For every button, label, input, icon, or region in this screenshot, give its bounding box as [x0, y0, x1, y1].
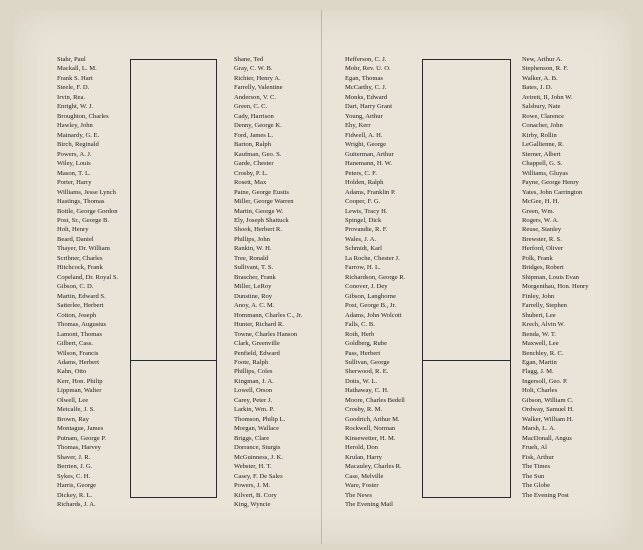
name-entry: Hitchcock, Frank	[57, 264, 103, 272]
name-entry: La Roche, Chester J.	[345, 254, 400, 262]
name-entry: Thayer, Dr. William	[57, 245, 110, 253]
name-entry: Walker, A. B.	[522, 74, 558, 82]
name-entry: Anoy, A. C. M.	[234, 302, 275, 310]
name-entry: Ingersoll, Geo. P.	[522, 377, 568, 385]
name-entry: Crosby, P. L.	[234, 169, 268, 177]
name-entry: Penfield, Edward	[234, 349, 280, 357]
name-entry: Richter, Henry A.	[234, 74, 281, 82]
name-entry: Carey, Peter J.	[234, 396, 273, 404]
name-entry: Satterlee, Herbert	[57, 302, 104, 310]
name-entry: Brascher, Frank	[234, 273, 276, 281]
name-entry: Scribner, Charles	[57, 254, 103, 262]
name-entry: Kingman, J. A.	[234, 377, 274, 385]
name-entry: Sherwood, R. E.	[345, 368, 389, 376]
name-entry: The Sun	[522, 472, 545, 480]
name-entry: Shook, Herbert R.	[234, 226, 282, 234]
name-entry: Frank S. Hart	[57, 74, 93, 82]
name-entry: Benchley, R. C.	[522, 349, 564, 357]
name-entry: Rogers, W. A.	[522, 216, 559, 224]
name-entry: Gray, C. W. B.	[234, 65, 273, 73]
name-entry: Beard, Daniel	[57, 235, 94, 243]
empty-frame-right	[422, 59, 511, 498]
name-entry: Berrien, J. G.	[57, 463, 93, 471]
name-entry: Holt, Charles	[522, 387, 558, 395]
name-entry: Denny, George K.	[234, 122, 282, 130]
name-entry: Lewis, Tracy H.	[345, 207, 388, 215]
name-entry: McCarthy, C. J.	[345, 84, 387, 92]
name-entry: Krulan, Harry	[345, 453, 382, 461]
name-entry: Enright, W. J.	[57, 103, 94, 111]
name-entry: Macauley, Charles R.	[345, 463, 402, 471]
name-entry: Walker, William H.	[522, 415, 574, 423]
name-entry: Williams, Jesse Lynch	[57, 188, 116, 196]
name-entry: Phillips, Coles	[234, 368, 273, 376]
name-entry: Wiley, Louis	[57, 160, 91, 168]
name-entry: Powers, J. M.	[234, 482, 271, 490]
name-entry: Kinsewetter, H. M.	[345, 434, 396, 442]
name-entry: Marsh, L. A.	[522, 425, 556, 433]
name-entry: Brown, Ray	[57, 415, 89, 423]
name-entry: Provandie, R. F.	[345, 226, 388, 234]
name-entry: Shubert, Lee	[522, 311, 556, 319]
name-entry: Young, Arthur	[345, 112, 383, 120]
name-entry: Post, Sr., George B.	[57, 216, 110, 224]
name-entry: Kahn, Otto	[57, 368, 87, 376]
name-entry: Stahr, Paul	[57, 56, 86, 63]
page-fold	[321, 10, 322, 544]
name-entry: Irvin, Rea.	[57, 93, 86, 101]
name-column-2	[234, 55, 302, 510]
name-entry: Rowe, Clarence	[522, 112, 565, 120]
name-entry: Herford, Oliver	[522, 245, 564, 253]
name-entry: Cotton, Joseph	[57, 311, 97, 319]
name-entry: Schmidt, Karl	[345, 245, 382, 253]
frame-rule-right	[422, 360, 511, 361]
name-entry: Ehy, Kerr	[345, 122, 371, 130]
name-entry: Kerr, Hon. Philip	[57, 377, 103, 385]
name-entry: Morgenthau, Hon. Henry	[522, 283, 589, 291]
name-entry: The Times	[522, 463, 551, 471]
name-entry: Gibson, Langhorne	[345, 292, 396, 300]
name-entry: Mainardy, G. E.	[57, 131, 100, 139]
name-entry: Martin, Edward S.	[57, 292, 106, 300]
name-entry: Shane, Ted	[234, 56, 264, 63]
name-entry: Birch, Reginald	[57, 141, 99, 149]
name-entry: Green, C. C.	[234, 103, 268, 111]
name-entry: Moore, Charles Bedell	[345, 396, 405, 404]
name-entry: Dorrance, Sturgis	[234, 444, 281, 452]
name-entry: MacDonall, Angus	[522, 434, 572, 442]
name-entry: The Evening Mail	[345, 501, 393, 509]
name-entry: Sykes, C. H.	[57, 472, 91, 480]
name-entry: Frueh, Al	[522, 444, 547, 452]
name-entry: Egan, Martin	[522, 359, 557, 366]
name-entry: Benda, W. T.	[522, 330, 557, 338]
name-entry: Gilbert, Cass.	[57, 340, 94, 348]
name-entry: The Evening Post	[522, 491, 569, 499]
name-entry: McGuinness, J. K.	[234, 453, 283, 461]
name-entry: Cady, Harrison	[234, 112, 274, 120]
name-entry: Conover, J. Dey	[345, 283, 388, 291]
name-entry: Wilson, Francis	[57, 349, 99, 357]
name-entry: Herold, Don	[345, 444, 378, 452]
name-entry: Williams, Gluyas	[522, 169, 568, 177]
name-entry: Bridges, Robert	[522, 264, 564, 272]
name-entry: Dunstine, Roy	[234, 292, 273, 300]
name-entry: Hefferson, C. J.	[345, 56, 387, 63]
name-column-4	[522, 55, 589, 500]
name-entry: Copeland, Dr. Royal S.	[57, 273, 119, 281]
name-entry: King, Wyncie	[234, 501, 271, 509]
name-entry: Guiterman, Arthur	[345, 150, 394, 158]
name-entry: Bottle, George Gordon	[57, 207, 118, 215]
name-entry: Lippman, Walter	[57, 387, 102, 395]
name-entry: Gibson, William C.	[522, 396, 574, 404]
name-entry: Wales, J. A.	[345, 235, 377, 243]
name-entry: Wright, George	[345, 141, 386, 149]
name-entry: Morgan, Wallace	[234, 425, 279, 433]
name-entry: Stephenson, R. F.	[522, 65, 569, 73]
name-entry: Hathaway, C. H.	[345, 387, 389, 395]
name-entry: Foote, Ralph	[234, 359, 269, 366]
name-entry: McGee, H. H.	[522, 198, 560, 206]
name-entry: Paine, George Eustis	[234, 188, 290, 196]
name-entry: Kirby, Rollin	[522, 131, 557, 139]
name-entry: Rosett, Max	[234, 179, 267, 187]
name-entry: Holden, Ralph	[345, 179, 384, 187]
name-entry: Krech, Alvin W.	[522, 321, 565, 329]
name-entry: Monks, Edward	[345, 93, 388, 101]
name-entry: Putnam, George P.	[57, 434, 106, 442]
name-entry: Cooper, F. G.	[345, 198, 381, 206]
name-entry: Broughton, Charles	[57, 112, 109, 120]
name-entry: Casey, F. De Sales	[234, 472, 283, 480]
name-entry: Dickey, R. L.	[57, 491, 93, 499]
name-entry: Steele, F. D.	[57, 84, 90, 92]
name-entry: Bates, J. D.	[522, 84, 553, 92]
name-entry: Reuse, Stanley	[522, 226, 562, 234]
name-entry: Webster, H. T.	[234, 463, 272, 471]
name-entry: Payne, George Henry	[522, 179, 579, 187]
name-entry: Powers, A. J.	[57, 150, 92, 158]
name-entry: Sullivan, George	[345, 359, 390, 366]
name-entry: Metcalfe, J. S.	[57, 406, 95, 414]
name-entry: Farrelly, Stephen	[522, 302, 567, 310]
name-entry: Gibson, C. D.	[57, 283, 94, 291]
name-entry: Finley, John	[522, 292, 555, 300]
name-entry: Farrelly, Valentine	[234, 84, 283, 92]
name-entry: Olwell, Lee	[57, 396, 89, 404]
name-entry: Martin, George W.	[234, 207, 284, 215]
name-entry: Porter, Harry	[57, 179, 92, 187]
name-entry: Maxwell, Lee	[522, 340, 559, 348]
name-entry: The News	[345, 491, 372, 499]
name-entry: Briggs, Clare	[234, 434, 270, 442]
name-entry: Shaver, J. R.	[57, 453, 91, 461]
name-entry: Phillips, John	[234, 235, 270, 243]
name-entry: Dotts, W. L.	[345, 377, 378, 385]
name-entry: Harris, George	[57, 482, 97, 490]
name-entry: Miller, LeRoy	[234, 283, 272, 291]
name-entry: Mohr, Rev. U. O.	[345, 65, 391, 73]
name-entry: Hawley, John	[57, 122, 93, 130]
name-entry: LeGallienne, R.	[522, 141, 564, 149]
name-column-1	[57, 55, 118, 510]
name-entry: New, Arthur A.	[522, 56, 563, 63]
name-entry: Holt, Henry	[57, 226, 89, 234]
name-entry: Fidwell, A. H.	[345, 131, 383, 139]
name-entry: Clark, Greenville	[234, 340, 280, 348]
name-entry: Avirett, II, John W.	[522, 93, 573, 101]
name-entry: Adams, John Wolcott	[345, 311, 402, 319]
name-entry: Adams, Herbert	[57, 359, 100, 366]
name-entry: Ely, Joseph Shattuck	[234, 216, 289, 224]
name-entry: Polk, Frank	[522, 254, 553, 262]
name-entry: Sterner, Albert	[522, 150, 561, 158]
name-entry: Lamont, Thomas	[57, 330, 102, 338]
name-entry: Anderson, V. C.	[234, 93, 277, 101]
name-entry: Spingel, Dick	[345, 216, 382, 224]
name-entry: Hommann, Charles C., Jr.	[234, 311, 303, 319]
name-entry: Thomas, Harvey	[57, 444, 101, 452]
name-entry: Flagg, J. M.	[522, 368, 554, 376]
name-entry: Dart, Harry Grant	[345, 103, 393, 111]
name-entry: Chappell, G. S.	[522, 160, 563, 168]
empty-frame-left	[130, 59, 217, 498]
name-entry: Barton, Ralph	[234, 141, 271, 149]
name-entry: Fisk, Arthur	[522, 453, 554, 461]
name-entry: Mason, T. L.	[57, 169, 91, 177]
name-entry: Green, Wm.	[522, 207, 555, 215]
name-entry: Hanemann, H. W.	[345, 160, 393, 168]
name-entry: Peters, C. F.	[345, 169, 377, 177]
name-entry: Hastings, Thomas	[57, 198, 105, 206]
name-entry: Thomson, Philip L.	[234, 415, 286, 423]
name-entry: Tree, Ronald	[234, 254, 269, 262]
name-entry: Conacher, John	[522, 122, 563, 130]
name-entry: Thomas, Augustus	[57, 321, 107, 329]
name-entry: Towne, Charles Hanson	[234, 330, 298, 338]
name-entry: Crosby, R. M.	[345, 406, 383, 414]
name-entry: Post, George B., Jr.	[345, 302, 396, 310]
name-column-3	[345, 55, 405, 510]
name-entry: Rockwell, Norman	[345, 425, 396, 433]
name-entry: Larkin, Wm. P.	[234, 406, 274, 414]
name-entry: Falls, C. B.	[345, 321, 375, 329]
name-entry: Salsbury, Nate	[522, 103, 561, 111]
name-entry: Sullivant, T. S.	[234, 264, 274, 272]
name-entry: Kaufman, Geo. S.	[234, 150, 282, 158]
name-entry: Goodrich, Arthur M.	[345, 415, 400, 423]
name-entry: Richards, J. A.	[57, 501, 96, 509]
name-entry: Brewster, R. S.	[522, 235, 562, 243]
frame-rule-left	[130, 360, 217, 361]
name-entry: Lowell, Orson	[234, 387, 273, 395]
name-entry: Ford, James L.	[234, 131, 274, 139]
name-entry: Adams, Franklin P.	[345, 188, 396, 196]
name-entry: Montague, James	[57, 425, 104, 433]
name-entry: Roth, Herb	[345, 330, 375, 338]
name-entry: Case, Melville	[345, 472, 384, 480]
name-entry: Farrow, H. L.	[345, 264, 381, 272]
name-entry: Kilvert, B. Cory	[234, 491, 277, 499]
name-entry: Ordway, Samuel H.	[522, 406, 574, 414]
name-entry: Pass, Herbert	[345, 349, 381, 357]
name-entry: Goldberg, Rube	[345, 340, 387, 348]
name-entry: Yates, John Carrington	[522, 188, 583, 196]
name-entry: Rankin, W. H.	[234, 245, 272, 253]
name-entry: Shipman, Louis Evan	[522, 273, 579, 281]
name-entry: Richardson, George R.	[345, 273, 406, 281]
name-entry: Miller, George Warren	[234, 198, 294, 206]
name-entry: The Globe	[522, 482, 551, 490]
name-entry: Mackall, L. M.	[57, 65, 97, 73]
name-entry: Garde, Chester	[234, 160, 274, 168]
name-entry: Egan, Thomas	[345, 74, 383, 82]
name-entry: Ware, Foster	[345, 482, 379, 490]
name-entry: Hunter, Richard R.	[234, 321, 284, 329]
